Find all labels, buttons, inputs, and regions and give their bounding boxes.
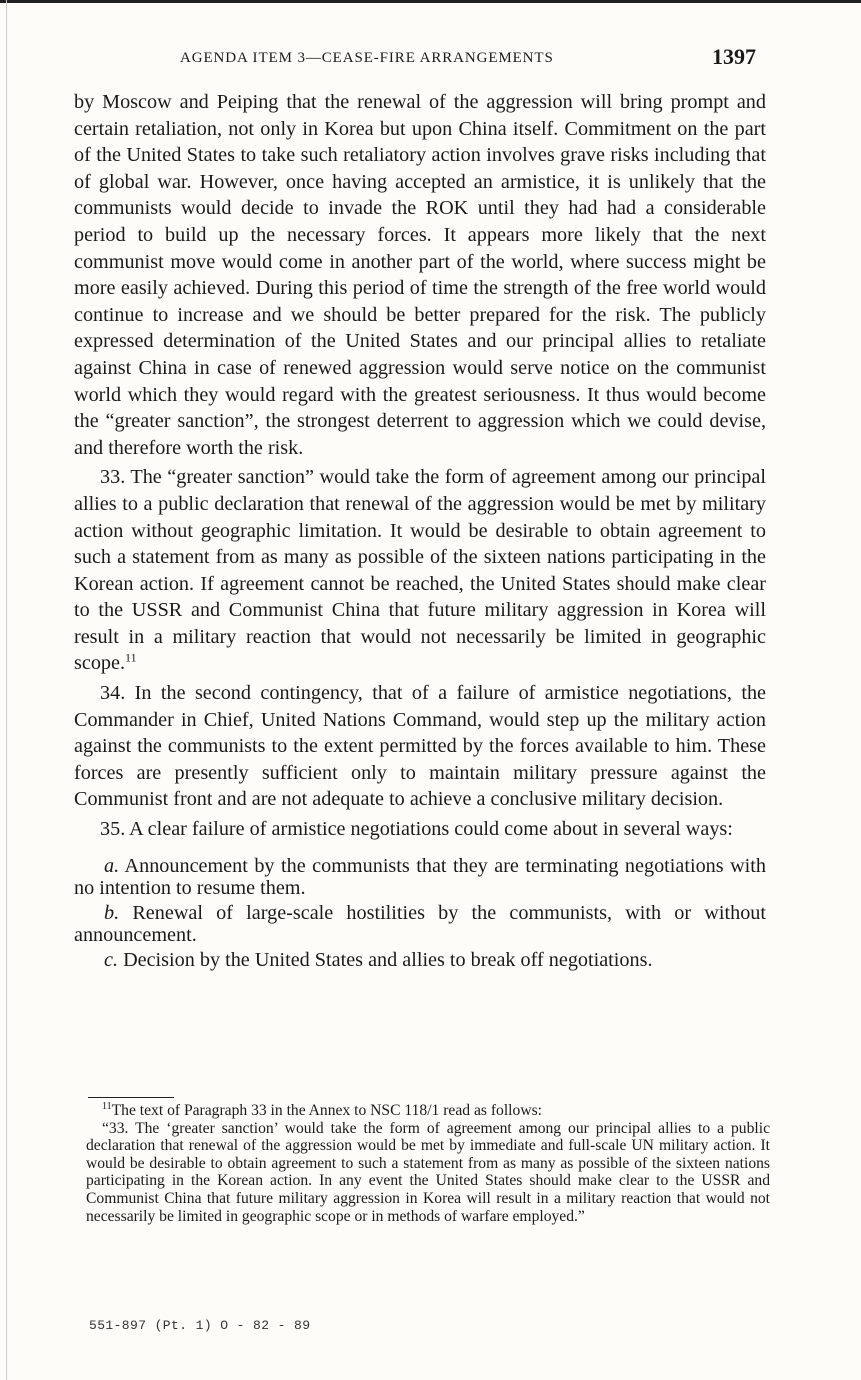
list-item-c xyxy=(74,949,766,971)
list-text: Decision by the United States and allies to break off negotiations. xyxy=(118,948,653,971)
paragraph-34: 34. In the second contingency, that of a failure of armistice negotiations, the Commander in Chief, United Nations Command, would step up the military action against the communists to the extent permitted by the forces available to him. These forces are presently sufficient only to maintain military pressure against the Communist front and are not adequate to achieve a conclusive military decision. xyxy=(74,682,766,811)
footnote-divider xyxy=(88,1097,174,1098)
footnotes xyxy=(86,1102,770,1225)
footnote-reference: 11 xyxy=(125,650,137,665)
main-text xyxy=(74,89,766,971)
print-code: 551-897 (Pt. 1) O - 82 - 89 xyxy=(89,1318,311,1333)
footnote-marker: 11 xyxy=(102,1100,112,1112)
list-letter: a. xyxy=(104,854,120,877)
page-number: 1397 xyxy=(712,44,756,69)
list-letter: c. xyxy=(104,948,119,971)
running-head: AGENDA ITEM 3—CEASE-FIRE ARRANGEMENTS xyxy=(180,50,554,66)
paragraph-35: 35. A clear failure of armistice negotiations could come about in several ways: xyxy=(100,818,733,841)
paragraph-continued: by Moscow and Peiping that the renewal of the aggression will bring prompt and certain retaliation, not only in Korea but upon China itself. Commitment on the part of the United States to take such retaliatory action involves grave risks including that of global war. However, once having accepted an armistice, it is unlikely that the communists would decide to invade the ROK until they had had a considerable period to build up the necessary forces. It appears more likely that the next communist move would come in another part of the world, where success might be more easily achieved. During this period of time the strength of the free world would continue to increase and we should be better prepared for the risk. The publicly expressed determination of the United States and our principal allies to retaliate against China in case of renewed aggression would serve notice on the communist world which they would regard with the greatest seriousness. It thus would become the “greater sanction”, the strongest deterrent to aggression which we could devise, and therefore worth the risk. xyxy=(74,91,766,459)
paragraph-33-text: 33. The “greater sanction” would take the form of agreement among our principal allies to a public declaration that renewal of the aggression would be met by military action without geographic limitation. It would be desirable to obtain agreement to such a statement from as many as possible of the sixteen nations participating in the Korean action. If agreement cannot be reached, the United States should make clear to the USSR and Communist China that future military aggression in Korea will result in a military reaction that would not necessarily be limited in geographic scope. xyxy=(74,466,766,675)
page-header xyxy=(74,44,766,74)
paragraph-33 xyxy=(74,464,766,677)
list-letter: b. xyxy=(104,901,120,924)
footnote-intro-text: The text of Paragraph 33 in the Annex to NSC 118/1 read as follows: xyxy=(111,1102,542,1119)
list-item-a xyxy=(74,855,766,899)
list-text: Announcement by the communists that they are terminating negotiations with no intention to resume them. xyxy=(74,854,766,899)
footnote-quote: “33. The ‘greater sanction’ would take the form of agreement among our principal allies to a public declaration that renewal of the aggression would be met by immediate and full-scale UN military action. It would be desirable to obtain agreement to such a statement from as many as possible of the sixteen nations participating in the Korean action. In any event the United States should make clear to the USSR and Communist China that future military aggression in Korea will result in a military reaction that would not necessarily be limited in geographic scope or in methods of warfare employed.” xyxy=(86,1119,770,1225)
list-text: Renewal of large-scale hostilities by the communists, with or without announcement. xyxy=(74,901,766,946)
footnote-intro xyxy=(86,1102,770,1120)
list-item-b xyxy=(74,902,766,946)
left-page-edge xyxy=(6,0,7,1380)
top-border-rule xyxy=(0,0,861,3)
